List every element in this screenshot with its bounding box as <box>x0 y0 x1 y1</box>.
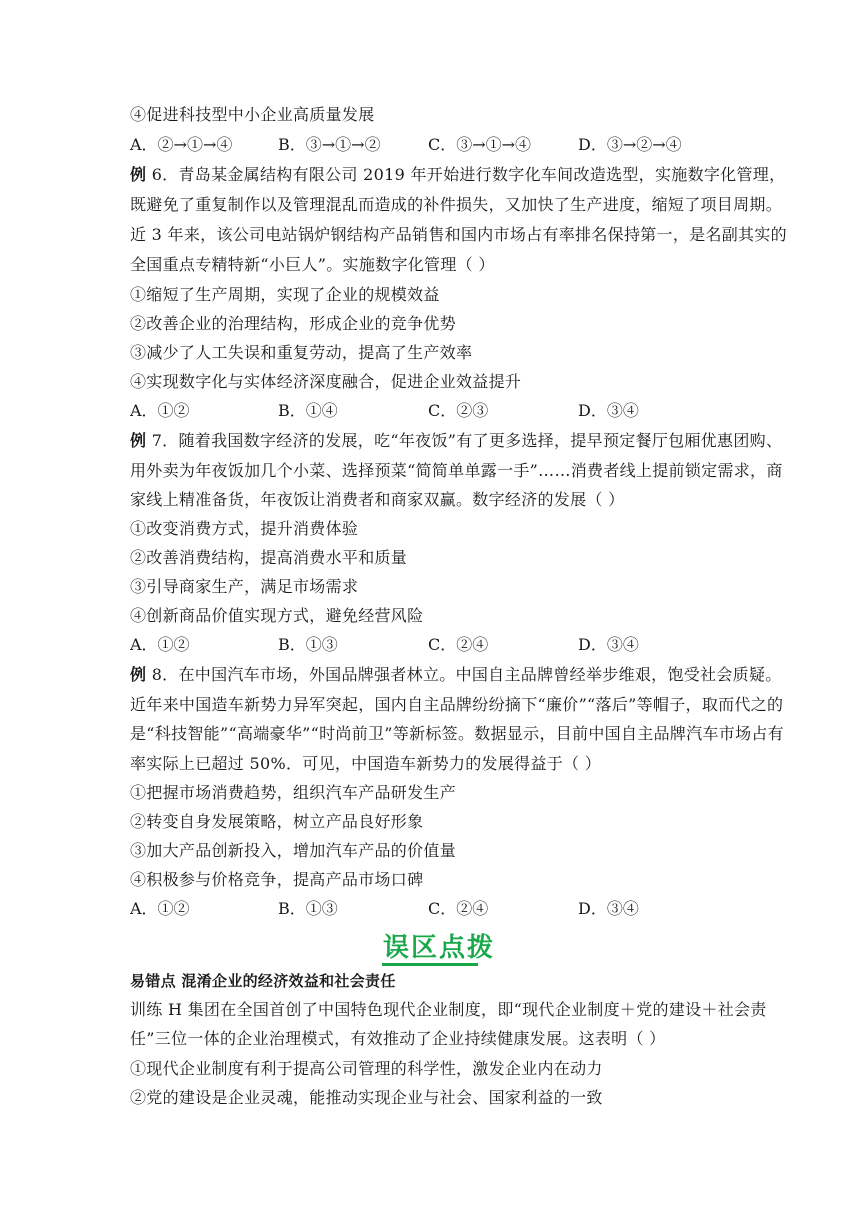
option-line: ②党的建设是企业灵魂，能推动实现企业与社会、国家利益的一致 <box>130 1088 603 1107</box>
option-line: ①现代企业制度有利于提高公司管理的科学性，激发企业内在动力 <box>130 1059 603 1078</box>
option-line: ④创新商品价值实现方式，避免经营风险 <box>130 606 424 625</box>
example-8-stem: 是“科技智能”“高端豪华”“时尚前卫”等新标签。数据显示，目前中国自主品牌汽车市场占有 <box>130 724 784 743</box>
option-line: ①把握市场消费趋势，组织汽车产品研发生产 <box>130 783 457 802</box>
option-line: ④积极参与价格竞争，提高产品市场口碑 <box>130 870 424 889</box>
choice-c: C．②④ <box>428 899 489 918</box>
error-point-heading: 易错点 混淆企业的经济效益和社会责任 <box>130 972 396 990</box>
choice-d: D．③→②→④ <box>578 135 682 154</box>
example-label: 例 <box>130 431 147 450</box>
example-label: 例 <box>130 165 147 184</box>
example-text: 8．在中国汽车市场，外国品牌强者林立。中国自主品牌曾经举步维艰，饱受社会质疑。 <box>146 665 782 684</box>
option-line: ③加大产品创新投入，增加汽车产品的价值量 <box>130 841 457 860</box>
choice-b: B．①③ <box>278 899 338 918</box>
choice-c: C．③→①→④ <box>428 135 532 154</box>
choice-a: A．①② <box>130 635 190 654</box>
example-8-stem: 近年来中国造车新势力异军突起，国内自主品牌纷纷摘下“廉价”“落后”等帽子，取而代之的 <box>130 695 784 714</box>
option-line: ①缩短了生产周期，实现了企业的规模效益 <box>130 285 440 304</box>
example-8-stem <box>130 664 782 686</box>
example-6-stem: 全国重点专精特新“小巨人”。实施数字化管理（ ） <box>130 255 495 274</box>
choice-c: C．②③ <box>428 401 489 420</box>
choice-c: C．②④ <box>428 635 489 654</box>
option-line: ③引导商家生产，满足市场需求 <box>130 577 359 596</box>
choice-a: A．①② <box>130 401 190 420</box>
example-6-stem <box>130 164 786 186</box>
choice-b: B．③→①→② <box>278 135 381 154</box>
section-title: 误区点拨 <box>383 933 496 963</box>
example-text: 6．青岛某金属结构有限公司 2019 年开始进行数字化车间改造选型，实施数字化管理， <box>146 165 786 184</box>
example-7-stem: 用外卖为年夜饭加几个小菜、选择预菜“简简单单露一手”……消费者线上提前锁定需求，商 <box>130 461 783 480</box>
choice-d: D．③④ <box>578 635 639 654</box>
option-line: ③减少了人工失误和重复劳动，提高了生产效率 <box>130 343 473 362</box>
training-stem: 训练 H 集团在全国首创了中国特色现代企业制度，即“现代企业制度＋党的建设＋社会责 <box>130 1000 767 1019</box>
example-6-stem: 近 3 年来，该公司电站锅炉钢结构产品销售和国内市场占有率排名保持第一，是名副其实的 <box>130 225 787 244</box>
example-7-stem: 家线上精准备货，年夜饭让消费者和商家双赢。数字经济的发展（ ） <box>130 490 625 509</box>
option-line: ④实现数字化与实体经济深度融合，促进企业效益提升 <box>130 372 522 391</box>
option-line: ②改善企业的治理结构，形成企业的竞争优势 <box>130 314 457 333</box>
option-line: ④促进科技型中小企业高质量发展 <box>130 105 375 124</box>
choice-d: D．③④ <box>578 401 639 420</box>
choice-b: B．①③ <box>278 635 338 654</box>
section-title-underline <box>382 963 478 966</box>
option-line: ①改变消费方式，提升消费体验 <box>130 519 359 538</box>
option-line: ②改善消费结构，提高消费水平和质量 <box>130 548 408 567</box>
choice-b: B．①④ <box>278 401 338 420</box>
example-8-stem: 率实际上已超过 50%．可见，中国造车新势力的发展得益于（ ） <box>130 754 602 773</box>
option-line: ②转变自身发展策略，树立产品良好形象 <box>130 812 424 831</box>
example-6-stem: 既避免了重复制作以及管理混乱而造成的补件损失，又加快了生产进度，缩短了项目周期。 <box>130 195 783 214</box>
example-7-stem <box>130 430 783 452</box>
training-stem: 任”三位一体的企业治理模式，有效推动了企业持续健康发展。这表明（ ） <box>130 1029 666 1048</box>
choice-a: A．①② <box>130 899 190 918</box>
choice-a: A．②→①→④ <box>130 135 233 154</box>
example-text: 7．随着我国数字经济的发展，吃“年夜饭”有了更多选择，提早预定餐厅包厢优惠团购、 <box>146 431 783 450</box>
choice-d: D．③④ <box>578 899 639 918</box>
example-label: 例 <box>130 665 147 684</box>
